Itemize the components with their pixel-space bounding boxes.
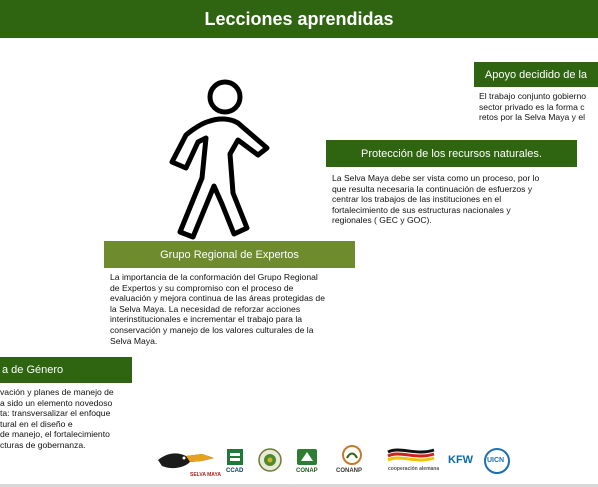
kfw-label: KFW <box>448 454 474 466</box>
ccad-label: CCAD <box>226 468 244 474</box>
section-title-apoyo: Apoyo decidido de la <box>484 68 588 81</box>
section-header-grupo <box>104 241 355 268</box>
conap-logo <box>296 448 320 478</box>
conanp-logo <box>334 444 370 478</box>
ccad-logo <box>226 448 246 478</box>
page-title: Lecciones aprendidas <box>204 8 394 29</box>
german-flag-wave-icon <box>386 446 436 464</box>
section-text-grupo: La importancia de la conformación del Grupo Regional de Expertos y su compromiso con el proceso de evaluación y mejora continua de las áreas protegidas de la Selva Maya. La necesidad de reforzar acciones interinstitucionales e incrementar el trabajo para la conservación y manejo de los valores culturales de la Selva Maya. <box>110 272 325 346</box>
section-header-apoyo <box>474 62 598 87</box>
section-title-genero: a de Género <box>2 364 64 376</box>
cooperacion-label: cooperación alemana <box>388 466 440 472</box>
section-body-apoyo-container <box>474 88 598 128</box>
conanp-label: CONANP <box>336 468 363 474</box>
round-seal-logo <box>258 448 282 472</box>
selva-maya-logo <box>156 448 221 478</box>
section-title-grupo: Grupo Regional de Expertos <box>160 248 299 261</box>
ccad-emblem-icon <box>226 448 244 466</box>
walking-person-icon <box>168 78 272 242</box>
section-text-proteccion: La Selva Maya debe ser vista como un proceso, por lo que resulta necesaria la continuación de esfuerzos y centrar los trabajos de las instituciones en el fortalecimiento de sus estructuras nacionales y regionales ( GEC y GOC). <box>332 173 540 226</box>
uicn-label: UICN <box>487 457 505 464</box>
cooperacion-alemana-logo <box>386 446 440 478</box>
uicn-logo <box>484 448 510 474</box>
partner-logos <box>150 442 598 482</box>
section-title-proteccion: Protección de los recursos naturales. <box>361 147 542 160</box>
page-title-bar <box>0 0 598 38</box>
toucan-icon <box>156 448 218 472</box>
kfw-logo <box>448 454 478 468</box>
conanp-emblem-icon <box>341 444 363 466</box>
seal-icon <box>258 448 282 472</box>
section-text-apoyo: El trabajo conjunto gobierno sector privado es la forma c retos por la Selva Maya y el <box>479 91 587 123</box>
selva-maya-label: SELVA MAYA <box>190 472 221 478</box>
conap-label: CONAP <box>296 468 318 474</box>
section-text-genero: vación y planes de manejo de a sido un elemento novedoso ta: transversalizar el enfoque tural en el diseño e de manejo, el fortalecimiento cturas de gobernanza. <box>0 387 114 450</box>
section-header-genero <box>0 357 132 383</box>
section-header-proteccion <box>326 140 577 167</box>
conap-emblem-icon <box>296 448 318 466</box>
